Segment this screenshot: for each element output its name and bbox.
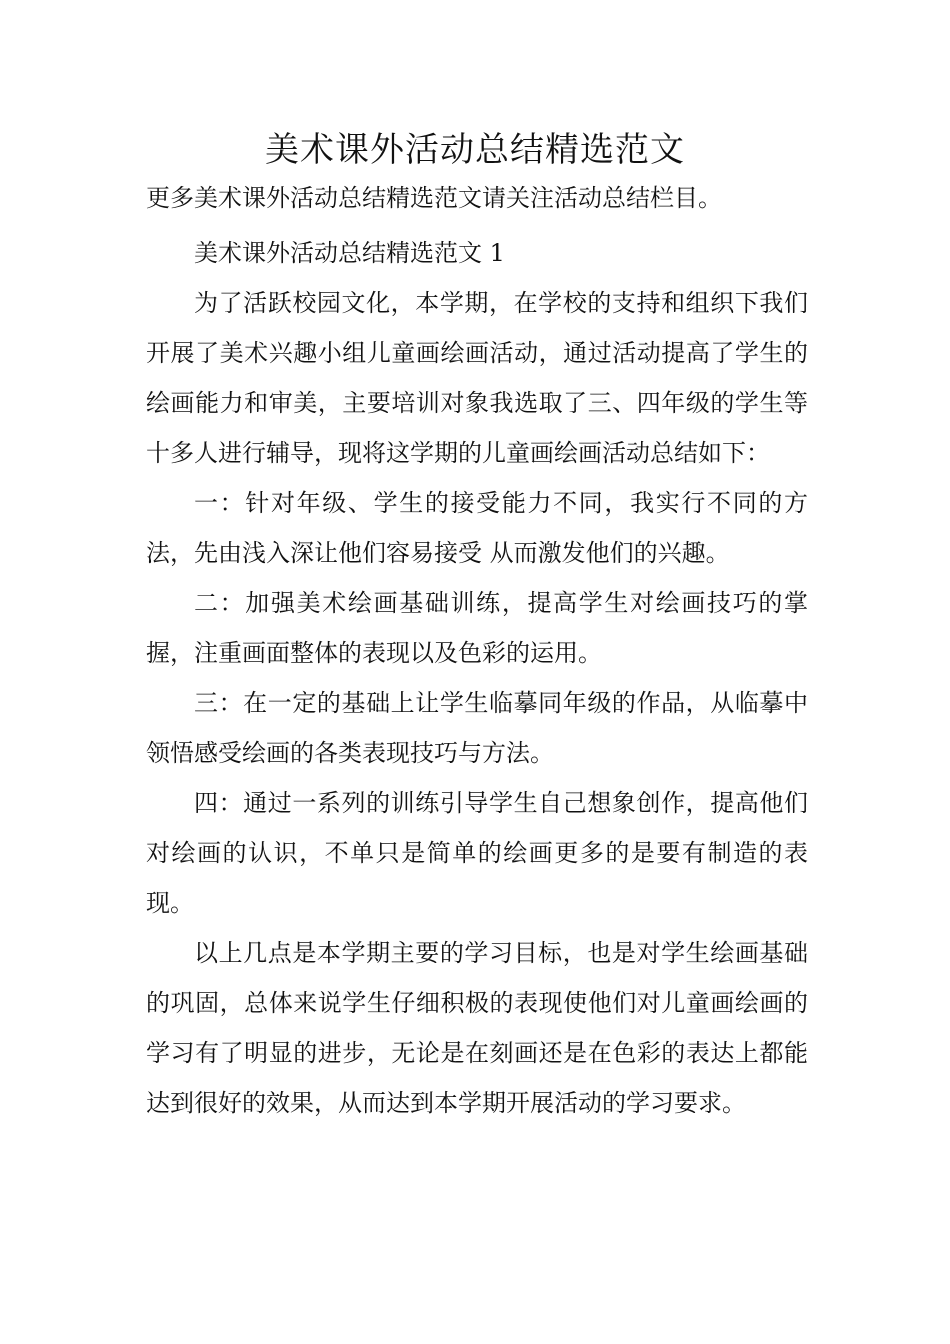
section-heading: 美术课外活动总结精选范文 1 (194, 239, 505, 267)
paragraph-point-1: 一：针对年级、学生的接受能力不同，我实行不同的方法，先由浅入深让他们容易接受 从而激发他们的兴趣。 (146, 489, 808, 567)
paragraph-point-4: 四：通过一系列的训练引导学生自己想象创作，提高他们对绘画的认识，不单只是简单的绘画更多的是要有制造的表现。 (146, 789, 808, 917)
paragraph-point-3: 三：在一定的基础上让学生临摹同年级的作品，从临摹中领悟感受绘画的各类表现技巧与方法。 (146, 689, 808, 767)
paragraph-intro: 为了活跃校园文化，本学期，在学校的支持和组织下我们开展了美术兴趣小组儿童画绘画活动，通过活动提高了学生的绘画能力和审美，主要培训对象我选取了三、四年级的学生等十多人进行辅导，现将这学期的儿童画绘画活动总结如下： (146, 289, 808, 467)
document-title: 美术课外活动总结精选范文 (265, 130, 685, 170)
paragraph-summary: 以上几点是本学期主要的学习目标，也是对学生绘画基础的巩固，总体来说学生仔细积极的表现使他们对儿童画绘画的学习有了明显的进步，无论是在刻画还是在色彩的表达上都能达到很好的效果，从而达到本学期开展活动的学习要求。 (146, 939, 808, 1117)
intro-line: 更多美术课外活动总结精选范文请关注活动总结栏目。 (146, 184, 722, 212)
document-body (146, 228, 808, 1128)
paragraph-point-2: 二：加强美术绘画基础训练，提高学生对绘画技巧的掌握，注重画面整体的表现以及色彩的运用。 (146, 589, 808, 667)
